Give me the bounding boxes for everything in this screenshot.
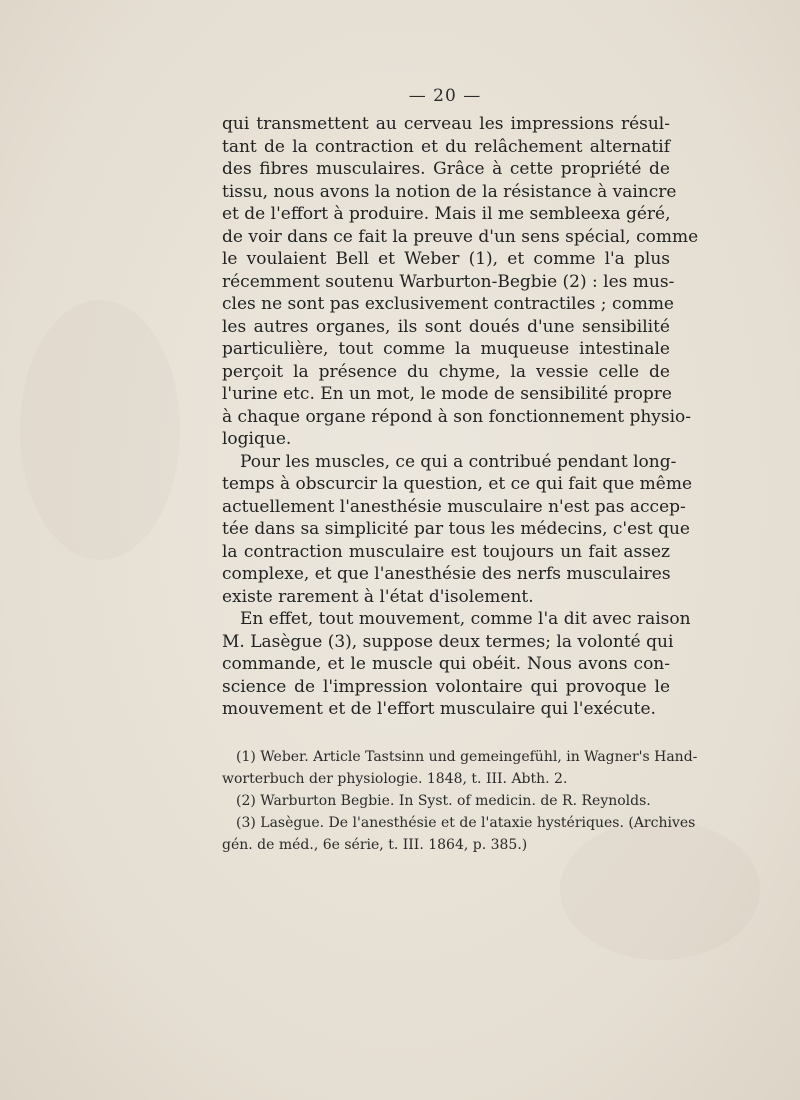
text-line: récemment soutenu Warburton-Begbie (2) : les mus- (222, 271, 675, 292)
text-line: particulière, tout comme la muqueuse intestinale (222, 339, 670, 359)
text-line: temps à obscurcir la question, et ce qui fait que même (222, 474, 693, 494)
text-line: la contraction musculaire est toujours un fait assez (222, 541, 670, 562)
text-line: des fibres musculaires. Grâce à cette propriété de (222, 159, 670, 179)
paper-stain (20, 300, 180, 560)
text-line: commande, et le muscle qui obéit. Nous avons con- (222, 654, 670, 674)
text-line: perçoit la présence du chyme, la vessie celle de (222, 361, 670, 382)
text-line: science de l'impression volontaire qui provoque le (222, 676, 670, 697)
text-line: actuellement l'anesthésie musculaire n'est pas accep- (222, 496, 686, 517)
footnote-line: (2) Warburton Begbie. In Syst. of medicin. de R. Reynolds. (236, 793, 651, 809)
text-line: complexe, et que l'anesthésie des nerfs musculaires (222, 564, 671, 584)
text-line: de voir dans ce fait la preuve d'un sens spécial, comme (222, 226, 699, 247)
text-line: le voulaient Bell et Weber (1), et comme l'a plus (222, 249, 670, 269)
text-line: tée dans sa simplicité par tous les médecins, c'est que (222, 519, 690, 539)
text-line: les autres organes, ils sont doués d'une sensibilité (222, 316, 670, 337)
body-text (222, 113, 699, 721)
text-line: qui transmettent au cerveau les impressions résul- (222, 114, 670, 134)
text-line: tissu, nous avons la notion de la résistance à vaincre (222, 181, 677, 202)
text-line: cles ne sont pas exclusivement contractiles ; comme (222, 294, 674, 314)
footnote-line: worterbuch der physiologie. 1848, t. III. Abth. 2. (222, 771, 568, 787)
text-line: l'urine etc. En un mot, le mode de sensibilité propre (222, 384, 672, 404)
text-line: M. Lasègue (3), suppose deux termes; la volonté qui (222, 631, 674, 652)
text-line: tant de la contraction et du relâchement alternatif (222, 136, 670, 157)
footnotes (222, 746, 698, 856)
footnote-line: (3) Lasègue. De l'anesthésie et de l'ataxie hystériques. (Archives (236, 815, 696, 831)
text-line: et de l'effort à produire. Mais il me sembleexa géré, (222, 204, 671, 224)
text-line: En effet, tout mouvement, comme l'a dit avec raison (240, 609, 691, 629)
footnote-line: gén. de méd., 6e série, t. III. 1864, p. 385.) (222, 837, 528, 853)
footnote-line: (1) Weber. Article Tastsinn und gemeingefühl, in Wagner's Hand- (236, 749, 698, 765)
text-line: logique. (222, 429, 292, 449)
text-line: à chaque organe répond à son fonctionnement physio- (222, 406, 692, 427)
text-line: mouvement et de l'effort musculaire qui l'exécute. (222, 699, 656, 719)
page-number: — 20 — (408, 86, 482, 106)
text-line: existe rarement à l'état d'isolement. (222, 586, 534, 607)
text-line: Pour les muscles, ce qui a contribué pendant long- (240, 451, 677, 472)
